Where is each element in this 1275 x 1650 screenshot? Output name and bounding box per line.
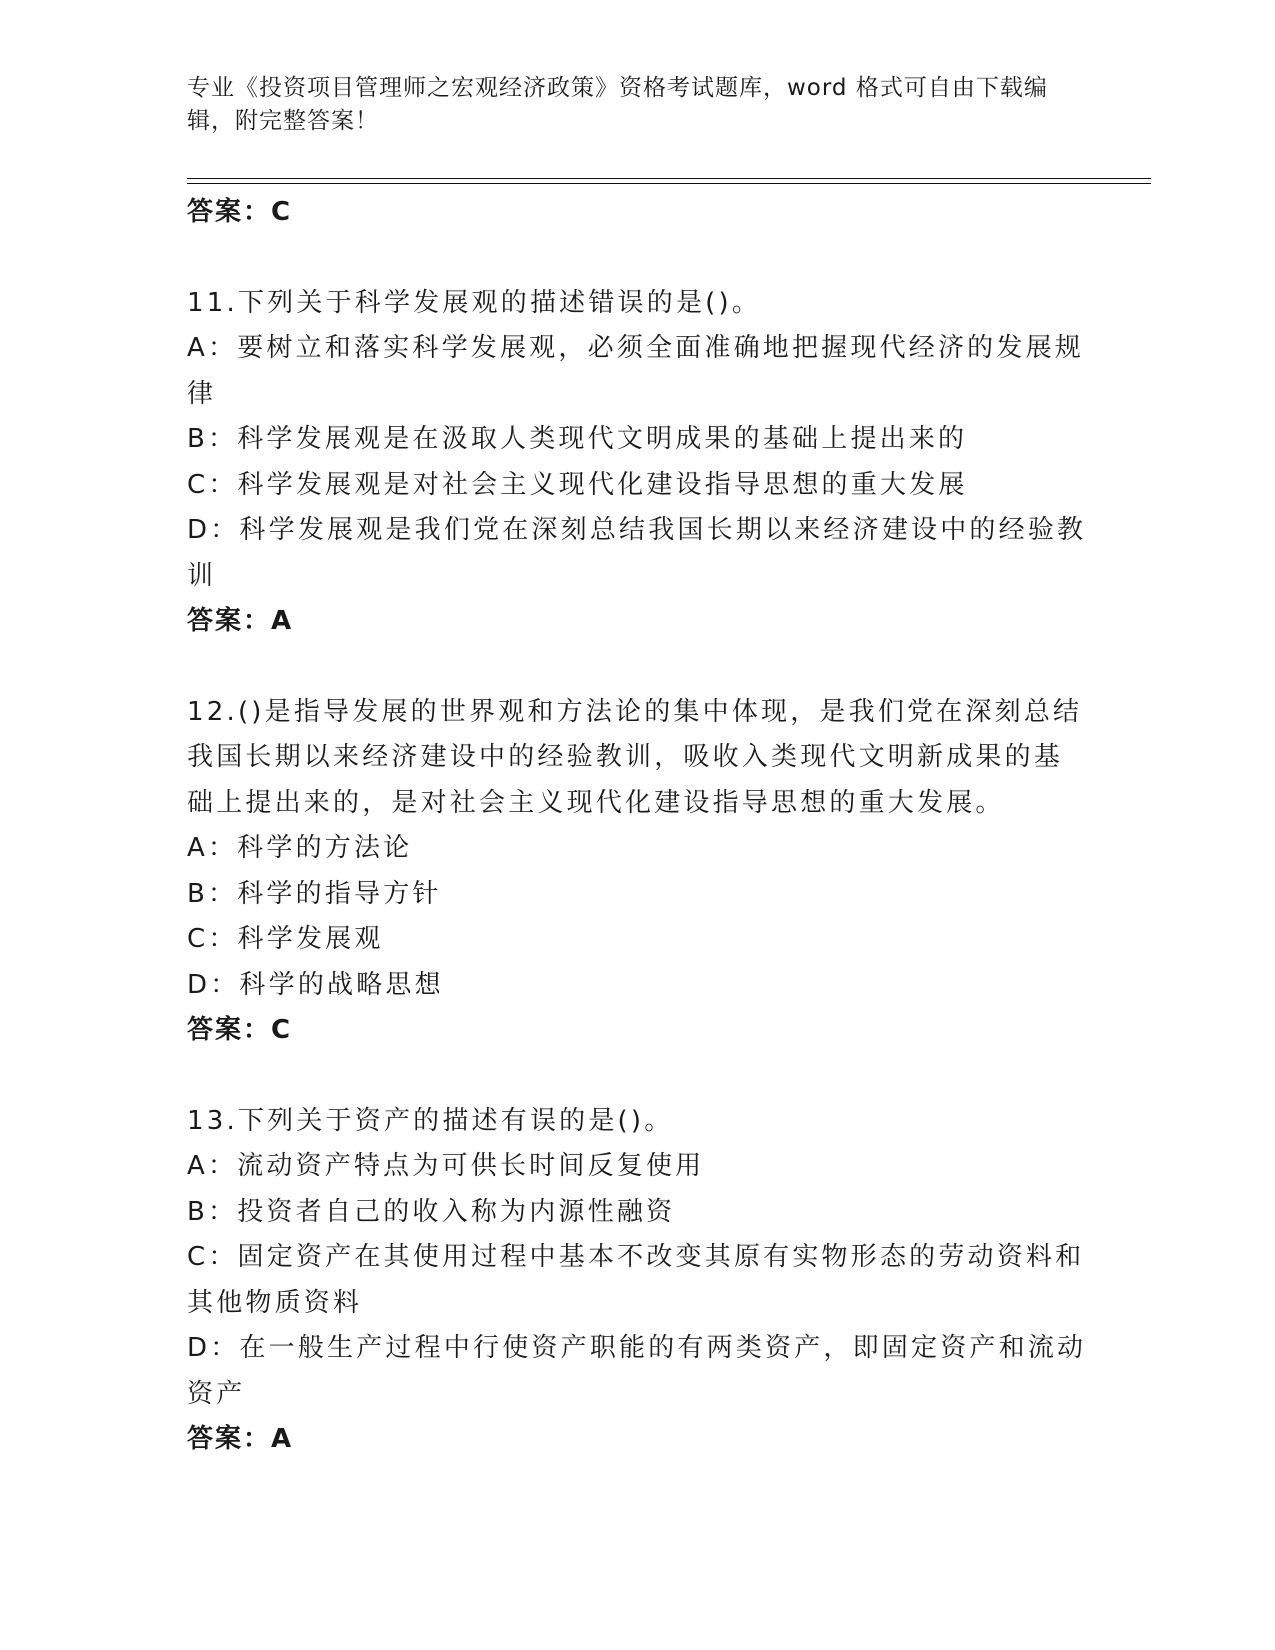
option-d-continued: 资产 bbox=[187, 1378, 246, 1409]
question-block bbox=[187, 690, 1087, 1054]
answer-line: 答案：C bbox=[187, 197, 293, 227]
option-d-continued: 训 bbox=[187, 560, 217, 591]
question-stem: 11.下列关于科学发展观的描述错误的是()。 bbox=[187, 287, 762, 318]
question-list bbox=[187, 190, 1087, 1463]
answer-line: 答案：A bbox=[187, 1424, 294, 1454]
question-stem: 13.下列关于资产的描述有误的是()。 bbox=[187, 1105, 674, 1136]
spacer bbox=[187, 1054, 1087, 1099]
option-a: A：科学的方法论 bbox=[187, 833, 413, 863]
option-b: B：科学发展观是在汲取人类现代文明成果的基础上提出来的 bbox=[187, 424, 968, 454]
option-a-continued: 律 bbox=[187, 378, 217, 409]
option-d: D：科学发展观是我们党在深刻总结我国长期以来经济建设中的经验教 bbox=[187, 515, 1087, 545]
question-block bbox=[187, 281, 1087, 645]
spacer bbox=[187, 645, 1087, 690]
answer-line: 答案：C bbox=[187, 1015, 293, 1045]
answer-line: 答案：A bbox=[187, 606, 294, 636]
option-a: A：流动资产特点为可供长时间反复使用 bbox=[187, 1151, 705, 1181]
spacer bbox=[187, 236, 1087, 281]
option-c: C：固定资产在其使用过程中基本不改变其原有实物形态的劳动资料和 bbox=[187, 1242, 1085, 1272]
question-stem-continued: 我国长期以来经济建设中的经验教训，吸收入类现代文明新成果的基 bbox=[187, 742, 1064, 772]
option-d: D：科学的战略思想 bbox=[187, 969, 444, 1000]
option-c: C：科学发展观 bbox=[187, 924, 384, 954]
option-c: C：科学发展观是对社会主义现代化建设指导思想的重大发展 bbox=[187, 469, 968, 500]
question-block bbox=[187, 1099, 1087, 1463]
header-divider bbox=[187, 178, 1151, 184]
option-c-continued: 其他物质资料 bbox=[187, 1287, 363, 1318]
header-line-2: 辑，附完整答案！ bbox=[187, 108, 379, 134]
header-line-1: 专业《投资项目管理师之宏观经济政策》资格考试题库，word 格式可自由下载编 bbox=[187, 75, 1048, 101]
option-d: D：在一般生产过程中行使资产职能的有两类资产，即固定资产和流动 bbox=[187, 1333, 1087, 1363]
option-b: B：投资者自己的收入称为内源性融资 bbox=[187, 1196, 676, 1227]
document-header bbox=[187, 72, 1067, 138]
question-stem-continued: 础上提出来的，是对社会主义现代化建设指导思想的重大发展。 bbox=[187, 787, 1005, 818]
option-a: A：要树立和落实科学发展观，必须全面准确地把握现代经济的发展规 bbox=[187, 333, 1084, 363]
question-stem: 12.()是指导发展的世界观和方法论的集中体现，是我们党在深刻总结 bbox=[187, 696, 1083, 727]
option-b: B：科学的指导方针 bbox=[187, 878, 442, 909]
